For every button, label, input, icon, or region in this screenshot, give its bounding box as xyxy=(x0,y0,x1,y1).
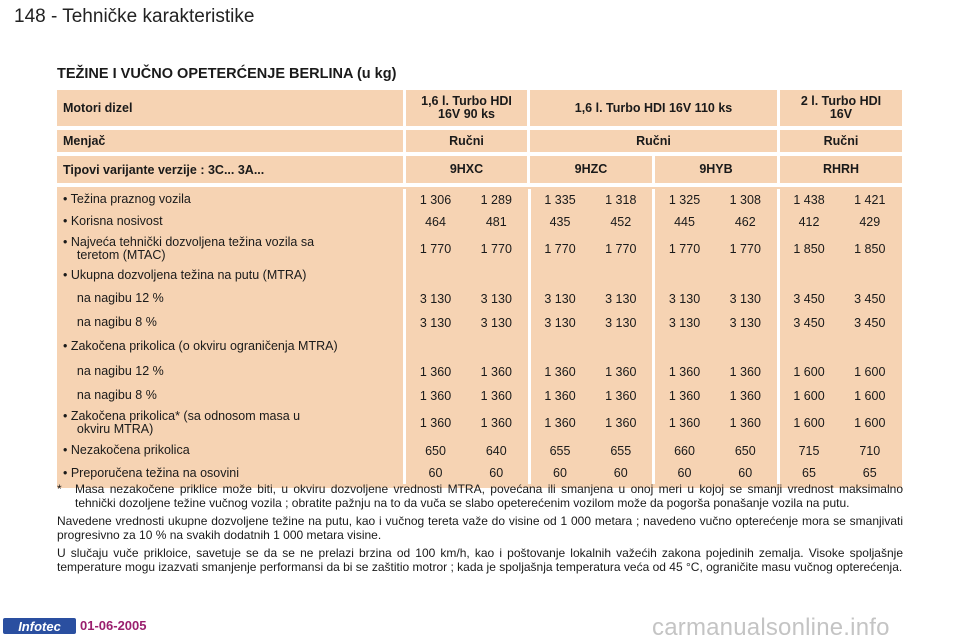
row-value: 3 130 xyxy=(605,315,637,330)
infotec-logo: Infotec xyxy=(3,618,76,634)
footnote-star: * xyxy=(57,482,62,496)
row-value xyxy=(777,265,839,286)
row-value xyxy=(590,334,653,359)
row-value: 1 289 xyxy=(480,192,512,207)
row-value: 464 xyxy=(403,210,465,233)
engine-3: 2 l. Turbo HDI 16V xyxy=(777,90,902,126)
row-value: 655 xyxy=(610,443,632,458)
row-value: 1 360 xyxy=(729,388,761,403)
row-value: 3 130 xyxy=(480,315,512,330)
row-value: 65 xyxy=(777,462,839,484)
row-value: 462 xyxy=(734,214,756,229)
footer-date: 01-06-2005 xyxy=(80,618,147,633)
variant-2: 9HZC xyxy=(527,156,652,183)
row-value: 660 xyxy=(652,439,714,462)
row-value xyxy=(839,334,902,359)
table-row xyxy=(57,462,902,484)
row-value: 3 130 xyxy=(729,315,761,330)
row-value: 3 130 xyxy=(729,291,761,306)
table-row xyxy=(57,233,902,265)
row-value: 1 850 xyxy=(854,242,886,256)
gearbox-row xyxy=(57,130,902,152)
row-value: 1 360 xyxy=(729,364,761,379)
row-label: na nagibu 8 % xyxy=(63,388,157,402)
page-header: 148 - Tehničke karakteristike xyxy=(14,6,255,27)
gearbox-1: Ručni xyxy=(403,130,527,152)
row-label: • Nezakočena prikolica xyxy=(63,443,190,457)
row-value: 3 130 xyxy=(528,311,590,334)
row-value: 3 130 xyxy=(403,286,465,311)
row-value: 3 450 xyxy=(854,315,886,330)
row-value xyxy=(714,334,777,359)
row-label: na nagibu 8 % xyxy=(63,315,157,329)
table-row xyxy=(57,439,902,462)
row-value: 445 xyxy=(652,210,714,233)
table-row xyxy=(57,407,902,439)
table-row xyxy=(57,359,902,384)
row-value: 1 360 xyxy=(480,364,512,379)
row-label: • Zakočena prikolica (o okviru ograničenja MTRA) xyxy=(63,339,338,353)
row-value: 452 xyxy=(610,214,632,229)
row-value: 1 600 xyxy=(777,359,839,384)
row-value: 1 335 xyxy=(528,189,590,210)
row-value: 1 360 xyxy=(480,388,512,403)
note-speed: U slučaju vuče prikloice, savetuje se da se ne prelazi brzina od 100 km/h, kao i poštovanje lokalnih važećih zakona pojedinih zemalja. Visoke spoljašnje temperature mogu izazvati smanjenje performansi da bi se zaštitio motror ; kada je spoljašnja temperatura veća od 45 °C, ograničite masu vučnog opterećenja. xyxy=(57,546,903,574)
row-label: • Ukupna dozvoljena težina na putu (MTRA) xyxy=(63,268,307,282)
row-value: 1 600 xyxy=(854,364,886,379)
row-value: 60 xyxy=(652,462,714,484)
row-value: 60 xyxy=(738,466,753,480)
row-value: 1 600 xyxy=(854,388,886,403)
row-label: • Težina praznog vozila xyxy=(63,192,191,206)
row-value: 435 xyxy=(528,210,590,233)
row-value: 3 130 xyxy=(528,286,590,311)
row-value: 1 360 xyxy=(605,388,637,403)
row-value: 3 130 xyxy=(652,311,714,334)
row-value: 3 450 xyxy=(777,286,839,311)
row-value xyxy=(652,265,714,286)
variant-3: 9HYB xyxy=(652,156,777,183)
row-value: 1 360 xyxy=(528,384,590,407)
row-value: 655 xyxy=(528,439,590,462)
row-value: 1 770 xyxy=(652,233,714,265)
row-value: 640 xyxy=(485,443,507,458)
table-row xyxy=(57,286,902,311)
row-value: 1 360 xyxy=(652,384,714,407)
row-value: 650 xyxy=(403,439,465,462)
row-value: 60 xyxy=(528,462,590,484)
row-value: 1 360 xyxy=(528,407,590,439)
row-label: • Korisna nosivost xyxy=(63,214,163,228)
row-value: 60 xyxy=(489,466,504,480)
row-value: 650 xyxy=(734,443,756,458)
table-row xyxy=(57,265,902,286)
engine-2: 1,6 l. Turbo HDI 16V 110 ks xyxy=(527,90,777,126)
row-value: 1 421 xyxy=(854,192,886,207)
row-value: 1 360 xyxy=(605,416,637,430)
gearbox-2: Ručni xyxy=(527,130,777,152)
table-row xyxy=(57,334,902,359)
row-label: na nagibu 12 % xyxy=(63,291,164,305)
table-row xyxy=(57,311,902,334)
row-value: 60 xyxy=(403,462,465,484)
section-title: TEŽINE I VUČNO OPETERĆENJE BERLINA (u kg) xyxy=(57,66,397,82)
notes xyxy=(57,482,903,578)
row-value xyxy=(403,334,465,359)
engine-label: Motori dizel xyxy=(63,101,133,115)
row-value: 1 770 xyxy=(403,233,465,265)
row-value: 3 130 xyxy=(403,311,465,334)
row-value: 1 770 xyxy=(605,242,637,256)
row-value: 481 xyxy=(485,214,507,229)
row-value: 1 360 xyxy=(403,407,465,439)
row-value: 1 360 xyxy=(528,359,590,384)
row-value: 1 360 xyxy=(605,364,637,379)
row-value: 1 360 xyxy=(652,359,714,384)
gearbox-3: Ručni xyxy=(777,130,902,152)
row-value xyxy=(652,334,714,359)
variant-1: 9HXC xyxy=(403,156,527,183)
row-value: 1 770 xyxy=(480,242,512,256)
row-value: 1 770 xyxy=(528,233,590,265)
row-value xyxy=(465,265,528,286)
row-value: 3 130 xyxy=(605,291,637,306)
row-value: 715 xyxy=(777,439,839,462)
gearbox-label: Menjač xyxy=(63,134,106,148)
row-label: • Preporučena težina na osovini xyxy=(63,465,240,480)
row-value: 1 600 xyxy=(854,416,886,430)
engine-row xyxy=(57,90,902,126)
row-value xyxy=(839,265,902,286)
row-value: 1 600 xyxy=(777,384,839,407)
table-row xyxy=(57,384,902,407)
variants-row xyxy=(57,156,902,183)
row-value xyxy=(528,265,590,286)
row-label: na nagibu 12 % xyxy=(63,364,164,378)
engine-1: 1,6 l. Turbo HDI 16V 90 ks xyxy=(403,90,527,126)
row-value: 65 xyxy=(862,466,877,480)
variants-label: Tipovi varijante verzije : 3C... 3A... xyxy=(63,162,265,177)
row-value: 3 130 xyxy=(652,286,714,311)
watermark: carmanualsonline.info xyxy=(652,614,890,641)
row-value: 710 xyxy=(859,443,881,458)
row-value: 1 325 xyxy=(652,189,714,210)
row-value: 1 360 xyxy=(480,416,512,430)
weights-table xyxy=(57,90,902,488)
row-value: 60 xyxy=(613,466,628,480)
note-altitude: Navedene vrednosti ukupne dozvoljene težine na putu, kao i vučnog tereta važe do visine od 1 000 metara ; navedeno vučno opterećenje mora se smanjivati progresivno za 10 % na svakih dodatnih 1 000 metara visine. xyxy=(57,514,903,542)
row-label: • Zakočena prikolica* (sa odnosom masa u okviru MTRA) xyxy=(63,409,301,436)
row-value: 1 360 xyxy=(403,359,465,384)
row-value: 1 360 xyxy=(729,416,761,430)
row-value xyxy=(777,334,839,359)
variant-4: RHRH xyxy=(777,156,902,183)
row-value: 1 600 xyxy=(777,407,839,439)
row-value: 3 450 xyxy=(854,291,886,306)
row-value: 1 308 xyxy=(729,192,761,207)
row-value: 1 770 xyxy=(729,242,761,256)
row-label: • Najveća tehnički dozvoljena težina vozila sa teretom (MTAC) xyxy=(63,235,315,262)
row-value xyxy=(714,265,777,286)
row-value: 3 450 xyxy=(777,311,839,334)
row-value xyxy=(528,334,590,359)
row-value xyxy=(403,265,465,286)
table-row xyxy=(57,210,902,233)
row-value: 3 130 xyxy=(480,291,512,306)
row-value: 1 306 xyxy=(403,189,465,210)
row-value: 1 850 xyxy=(777,233,839,265)
row-value: 412 xyxy=(777,210,839,233)
footnote-text: Masa nezakočene priklice može biti, u okviru dozvoljene vrednosti MTRA, povećana ili smanjena u onoj meri u kojoj se smanji vrednost maksimalno tehnički dozoljene težine vučnog vozila ; obratite pažnju na to da vuča se slabo opeterećenim vozilom može da pogorša ponašanje vozila na putu. xyxy=(75,482,903,510)
row-value xyxy=(465,334,528,359)
row-value: 429 xyxy=(859,214,881,229)
row-value: 1 360 xyxy=(652,407,714,439)
row-value: 1 318 xyxy=(605,192,637,207)
data-rows xyxy=(57,187,902,488)
table-row xyxy=(57,189,902,210)
row-value: 1 360 xyxy=(403,384,465,407)
row-value: 1 438 xyxy=(777,189,839,210)
footnote xyxy=(57,482,903,510)
row-value xyxy=(590,265,653,286)
